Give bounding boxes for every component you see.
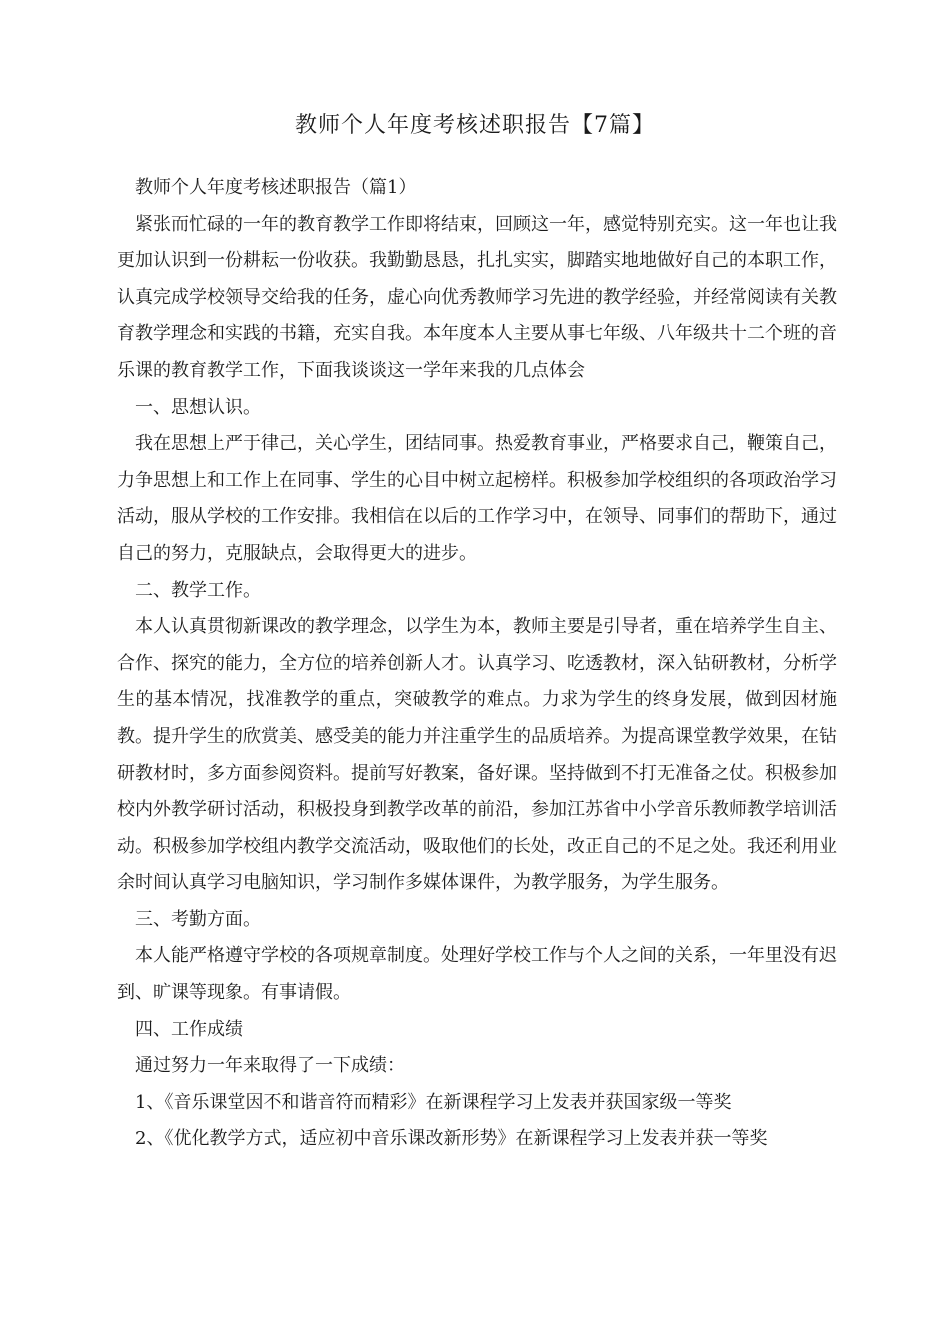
paragraph: 本人认真贯彻新课改的教学理念，以学生为本，教师主要是引导者，重在培养学生自主、合作、探究的能力，全方位的培养创新人才。认真学习、吃透教材，深入钻研教材，分析学生的基本情况，找准教学的重点，突破教学的难点。力求为学生的终身发展，做到因材施教。提升学生的欣赏美、感受美的能力并注重学生的品质培养。为提高课堂教学效果，在钻研教材时，多方面参阅资料。提前写好教案，备好课。坚持做到不打无准备之仗。积极参加校内外教学研讨活动，积极投身到教学改革的前沿，参加江苏省中小学音乐教师教学培训活动。积极参加学校组内教学交流活动，吸取他们的长处，改正自己的不足之处。我还利用业余时间认真学习电脑知识，学习制作多媒体课件，为教学服务，为学生服务。 <box>117 616 837 894</box>
list-item: 2、《优化教学方式，适应初中音乐课改新形势》在新课程学习上发表并获一等奖 <box>135 1128 768 1150</box>
document-body <box>117 170 837 1158</box>
section-heading: 一、思想认识。 <box>135 396 261 418</box>
paragraph: 通过努力一年来取得了一下成绩： <box>135 1055 405 1077</box>
paragraph: 我在思想上严于律己，关心学生，团结同事。热爱教育事业，严格要求自己，鞭策自己，力争思想上和工作上在同事、学生的心目中树立起榜样。积极参加学校组织的各项政治学习活动，服从学校的工作安排。我相信在以后的工作学习中，在领导、同事们的帮助下，通过自己的努力，克服缺点，会取得更大的进步。 <box>117 433 837 564</box>
paragraph: 紧张而忙碌的一年的教育教学工作即将结束，回顾这一年，感觉特别充实。这一年也让我更加认识到一份耕耘一份收获。我勤勤恳恳，扎扎实实，脚踏实地地做好自己的本职工作，认真完成学校领导交给我的任务，虚心向优秀教师学习先进的教学经验，并经常阅读有关教育教学理念和实践的书籍，充实自我。本年度本人主要从事七年级、八年级共十二个班的音乐课的教育教学工作，下面我谈谈这一学年来我的几点体会 <box>117 213 837 381</box>
section-heading: 二、教学工作。 <box>135 579 261 601</box>
section-heading: 四、工作成绩 <box>135 1018 243 1040</box>
section-heading: 三、考勤方面。 <box>135 908 261 930</box>
list-item: 1、《音乐课堂因不和谐音符而精彩》在新课程学习上发表并获国家级一等奖 <box>135 1091 732 1113</box>
paragraph: 本人能严格遵守学校的各项规章制度。处理好学校工作与个人之间的关系，一年里没有迟到、旷课等现象。有事请假。 <box>117 945 837 1004</box>
section-heading: 教师个人年度考核述职报告（篇1） <box>135 177 417 198</box>
document-title: 教师个人年度考核述职报告【7篇】 <box>295 113 655 138</box>
